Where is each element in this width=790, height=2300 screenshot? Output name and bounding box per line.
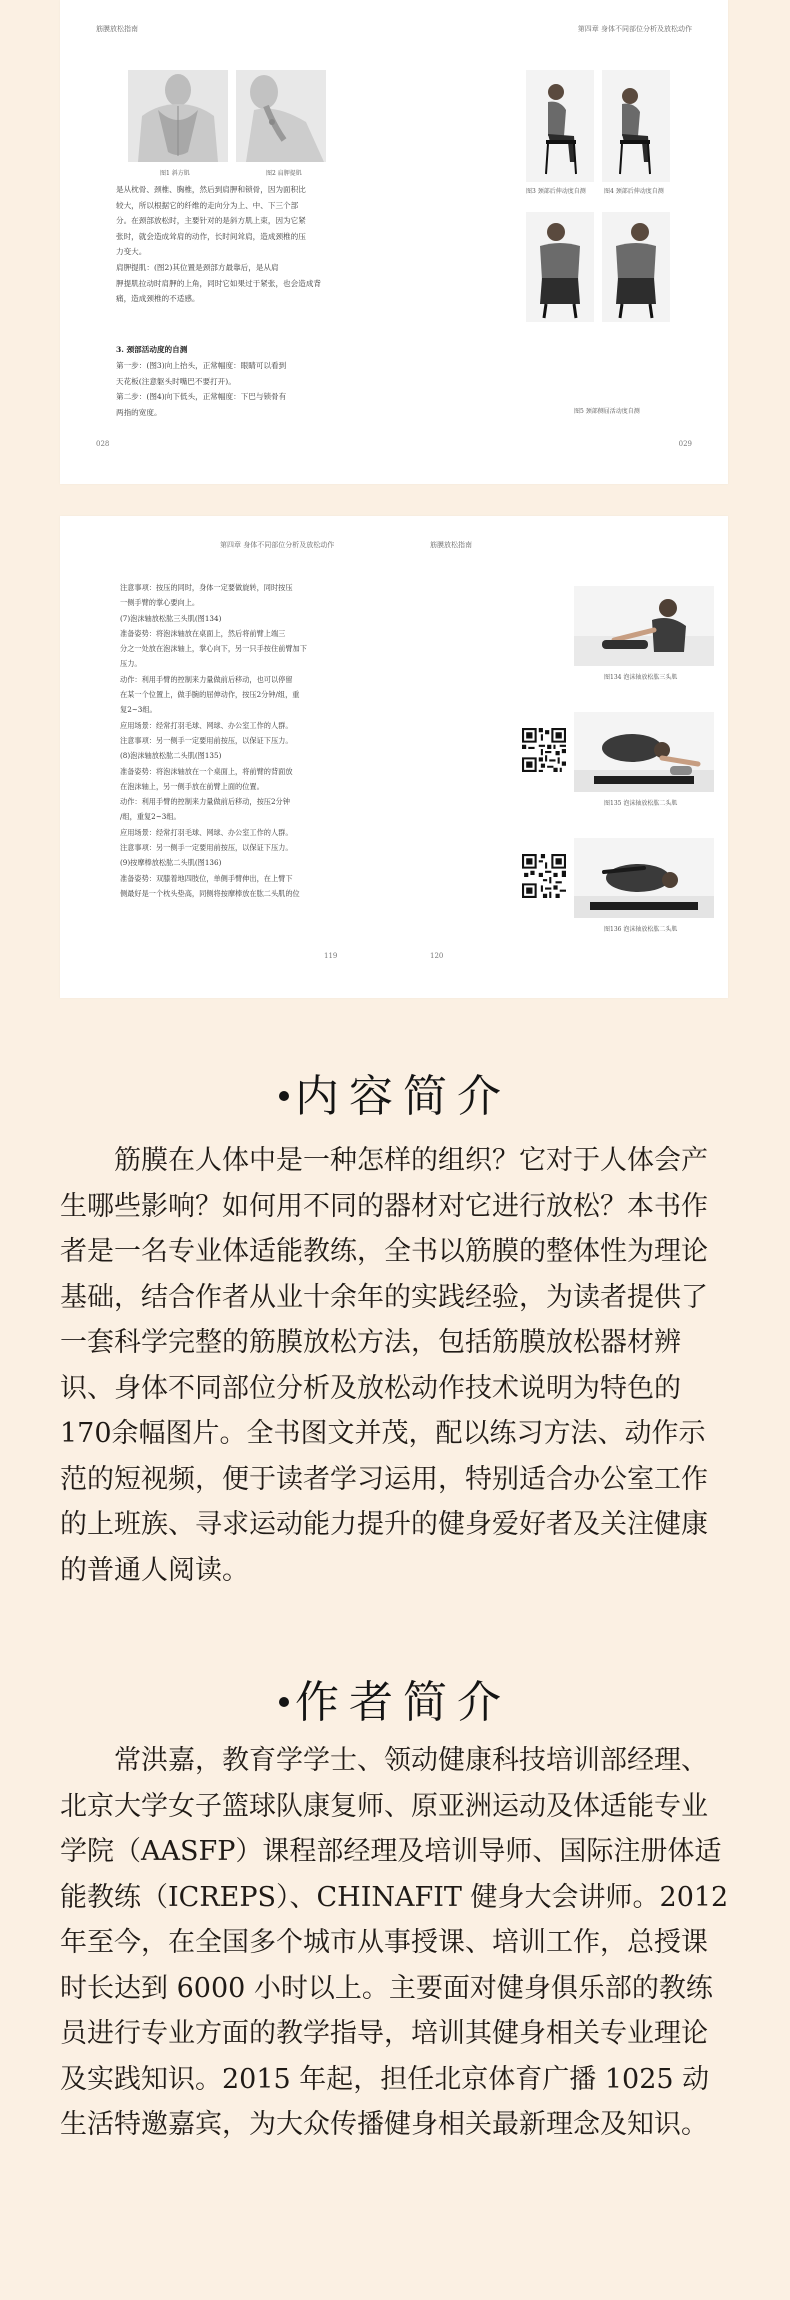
page-number: 028 — [96, 440, 110, 448]
neck-lateral-flexion-photo-1 — [526, 212, 594, 322]
running-header: 第四章 身体不同部位分析及放松动作 — [577, 25, 692, 33]
foam-roller-biceps-photo — [574, 712, 714, 792]
body-text: 是从枕骨、颈椎、胸椎，然后到肩胛和锁骨，因为面积比 较大，所以根据它的纤维的走向分为上、中、下三个部 分。在颈部放松时，主要针对的是斜方肌上束，因为它紧 张时，就会造成耸肩的动作，长时间耸肩，造成颈椎的压 力变大。 肩胛提肌：(图2)其位置是颈部方最靠后，是从肩 胛提肌拉动时肩胛的上角，同时它如果过于紧张，也会造成背 痛，造成颈椎的不适感。 — [116, 185, 322, 304]
figure-2-caption: 图2 肩胛提肌 — [266, 170, 302, 177]
trapezius-anatomy-image — [128, 70, 228, 162]
spread1-left-page — [60, 0, 394, 484]
figure-5-caption: 图5 颈部侧屈活动度自测 — [574, 408, 640, 415]
running-header: 筋膜放松指南 — [96, 25, 138, 33]
page-number: 029 — [678, 440, 692, 448]
qr-code-icon — [522, 854, 566, 898]
spread2-right-page — [394, 516, 728, 998]
spread2-left-page — [60, 516, 394, 998]
running-header: 筋膜放松指南 — [430, 541, 472, 549]
page-number: 119 — [324, 952, 338, 960]
book-spread-top — [60, 0, 728, 484]
figure-135-caption: 图135 泡沫轴放松肱二头肌 — [604, 800, 678, 807]
foam-roller-triceps-photo — [574, 586, 714, 666]
figure-4-caption: 图4 颈部后伸动度自测 — [604, 188, 664, 195]
content-summary-title: 内容简介 — [295, 1071, 511, 1122]
content-summary-heading — [0, 1060, 790, 1124]
man-seated-tilt-left-image — [526, 212, 594, 322]
figure-1-caption: 图1 斜方肌 — [160, 170, 190, 177]
qr-code-icon — [522, 728, 566, 772]
neck-flexion-photo — [602, 70, 670, 182]
page-number: 120 — [430, 952, 444, 960]
figure-136-caption: 图136 泡沫轴放松肱二头肌 — [604, 926, 678, 933]
man-on-chair-looking-down-image — [602, 70, 670, 182]
author-intro-heading — [0, 1666, 790, 1730]
book-spread-bottom — [60, 516, 728, 998]
body-text: 第一步：(图3)向上抬头，正常幅度：眼睛可以看到 天花板(注意躯头时嘴巴不要打开)。 第二步：(图4)向下低头，正常幅度：下巴与锁骨有 两指的宽度。 — [116, 361, 287, 417]
qr-code-video-1[interactable] — [522, 728, 566, 772]
man-seated-tilt-right-image — [602, 212, 670, 322]
man-kneeling-massage-stick-image — [574, 838, 714, 918]
levator-scapulae-illustration — [236, 70, 326, 162]
neck-extension-photo-1 — [526, 70, 594, 182]
running-header: 第四章 身体不同部位分析及放松动作 — [220, 541, 335, 549]
author-intro-paragraph: 常洪嘉，教育学学士、领动健康科技培训部经理、北京大学女子篮球队康复师、原亚洲运动及体适能专业学院（AASFP）课程部经理及培训导师、国际注册体适能教练（ICREPS）、CHINAFIT 健身大会讲师。2012 年至今，在全国多个城市从事授课、培训工作，总授课时长达到 6000 小时以上。主要面对健身俱乐部的教练员进行专业方面的教学指导，培训其健身相关专业理论及实践知识。2015 年起，担任北京体育广播 1025 动生活特邀嘉宾，为大众传播健身相关最新理念及知识。 — [60, 1745, 729, 2140]
bullet-dot-icon — [279, 1697, 289, 1707]
man-on-chair-looking-up-image — [526, 70, 594, 182]
massage-stick-biceps-photo — [574, 838, 714, 918]
bullet-dot-icon — [279, 1091, 289, 1101]
spread1-right-page — [394, 0, 728, 484]
neck-lateral-flexion-photo-2 — [602, 212, 670, 322]
man-at-table-rolling-forearm-image — [574, 586, 714, 666]
author-intro-title: 作者简介 — [295, 1677, 511, 1728]
content-summary-paragraph: 筋膜在人体中是一种怎样的组织？它对于人体会产生哪些影响？如何用不同的器材对它进行放松？本书作者是一名专业体适能教练，全书以筋膜的整体性为理论基础，结合作者从业十余年的实践经验，为读者提供了一套科学完整的筋膜放松方法，包括筋膜放松器材辨识、身体不同部位分析及放松动作技术说明为特色的170余幅图片。全书图文并茂，配以练习方法、动作示范的短视频，便于读者学习运用，特别适合办公室工作的上班族、寻求运动能力提升的健身爱好者及关注健康的普通人阅读。 — [60, 1145, 708, 1586]
body-text: 注意事项：按压的同时，身体一定要做旋转，同时按压 一侧手臂的掌心要向上。 (7)泡沫轴放松肱三头肌(图134) 准备姿势：将泡沫轴放在桌面上，然后将前臂上端三 分之一处放在泡沫轴上，掌心向下，另一只手按住前臂加下 压力。 动作：利用手臂的控制来力量做前后移动，也可以停留 在某一个位置上，做手腕的屈伸动作，按压2分钟/组，重 复2~3组。 应用场景：经常打羽毛球、网球、办公室工作的人群。 注意事项：另一侧手一定要用前按压，以保证下压力。 (8)泡沫轴放松肱二头肌(图135) 准备姿势：将泡沫轴放在一个桌面上，将前臂的背面放 在泡沫轴上，另一侧手放在前臂上面的位置。 动作：利用手臂的控制来力量做前后移动，按压2分钟 /组，重复2~3组。 应用场景：经常打羽毛球、网球、办公室工作的人群。 注意事项：另一侧手一定要用前按压，以保证下压力。 (9)按摩棒放松肱二头肌(图136) 准备姿势：双膝着地四肢位，单侧手臂伸出，在上臂下 侧最好是一个枕头垫高，同侧将按摩棒放在肱二头肌的位 — [120, 583, 307, 898]
figure-134-caption: 图134 泡沫轴放松肱三头肌 — [604, 674, 678, 681]
levator-scapulae-anatomy-image — [236, 70, 326, 162]
qr-code-video-2[interactable] — [522, 854, 566, 898]
section-subheading: 3. 颈部活动度的自测 — [116, 345, 188, 354]
trapezius-illustration — [128, 70, 228, 162]
figure-3-caption: 图3 颈部后伸动度自测 — [526, 188, 586, 195]
man-kneeling-rolling-arm-image — [574, 712, 714, 792]
